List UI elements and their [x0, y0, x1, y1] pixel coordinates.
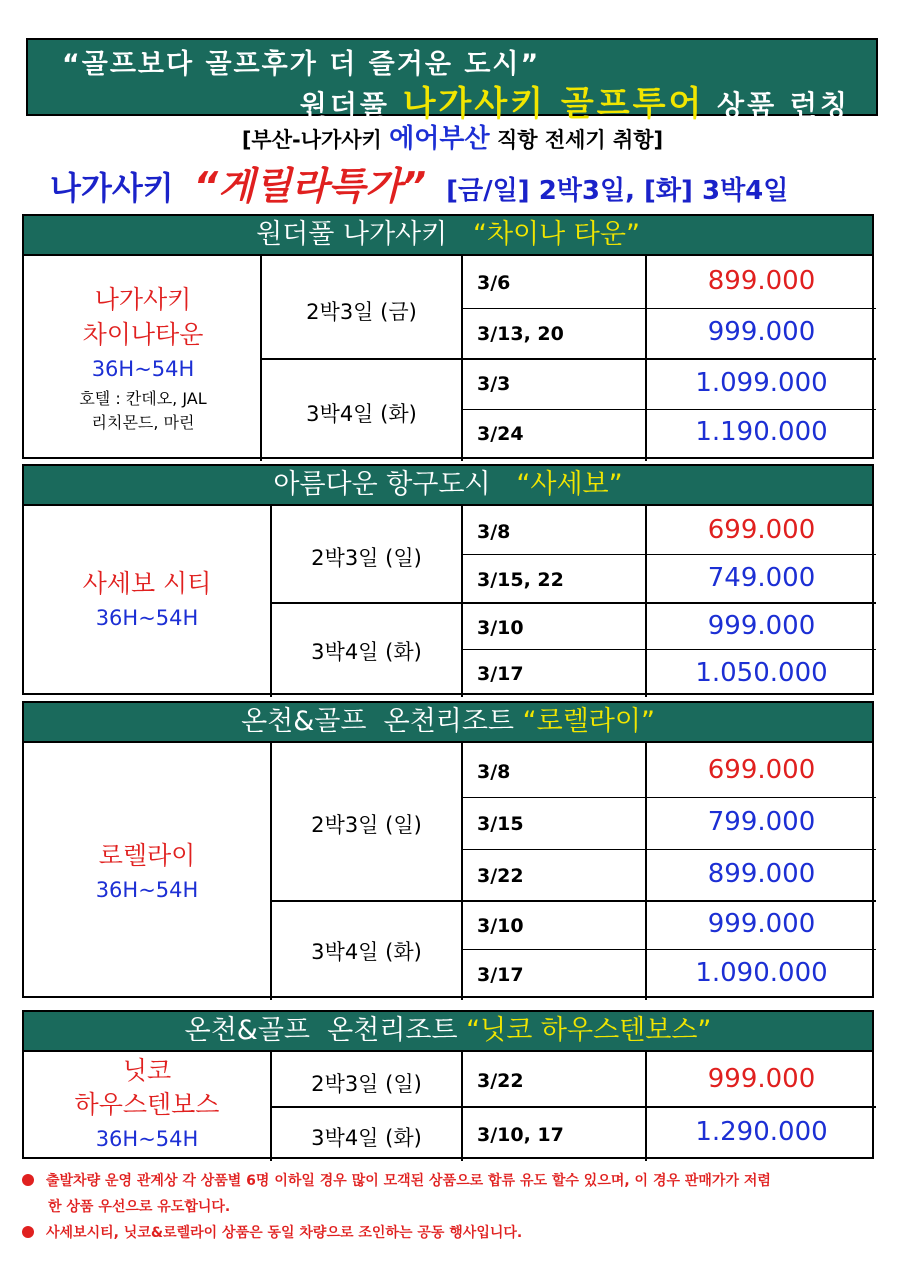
product-name: 차이나타운	[82, 320, 204, 349]
departure-date: 3/10	[477, 915, 524, 937]
product-name: 나가사키	[94, 285, 192, 314]
banner-slogan: “골프보다 골프후가 더 즐거운 도시”	[62, 49, 541, 80]
section-header	[24, 703, 872, 743]
route-line	[0, 118, 905, 155]
price: 999.000	[707, 909, 816, 939]
note-text: 출발차량 운영 관계상 각 상품별 6명 이하일 경우 많이 모객된 상품으로 합류 유도 할수 있으며, 이 경우 판매가가 저렴	[46, 1173, 771, 1189]
section-title: 원더풀 나가사키	[256, 219, 448, 250]
price: 1.090.000	[695, 958, 828, 988]
banner-suffix: 상품 런칭	[717, 89, 850, 122]
departure-date: 3/24	[477, 423, 524, 445]
banner-highlight: 나가사키 골프투어	[402, 84, 705, 124]
section-title-highlight: “차이나 타운”	[472, 219, 640, 250]
price: 749.000	[707, 563, 816, 593]
banner-prefix: 원더풀	[299, 89, 390, 122]
price: 999.000	[707, 611, 816, 641]
product-name-cell	[24, 1054, 270, 1156]
departure-date: 3/10	[477, 617, 524, 639]
hotel-info: 리치몬드, 마린	[91, 413, 195, 432]
product-name-cell	[24, 282, 262, 435]
departure-date: 3/13, 20	[477, 323, 564, 345]
headline-schedule: [금/일] 2박3일, [화] 3박4일	[446, 176, 789, 206]
product-section-sasebo	[22, 464, 874, 695]
duration-label: 3박4일 (화)	[311, 1126, 422, 1150]
hotel-info: 호텔 : 칸데오, JAL	[79, 389, 207, 408]
departure-date: 3/10, 17	[477, 1124, 564, 1146]
section-title: 아름다운 항구도시	[273, 469, 491, 500]
route-prefix: [부산-나가사키	[241, 128, 382, 152]
section-title: 온천&골프 온천리조트	[184, 1015, 458, 1046]
departure-date: 3/22	[477, 1070, 524, 1092]
duration-label: 2박3일 (일)	[311, 1072, 422, 1096]
price: 1.290.000	[695, 1117, 828, 1147]
duration-label: 2박3일 (금)	[306, 300, 417, 324]
duration-label: 3박4일 (화)	[311, 940, 422, 964]
price: 1.190.000	[695, 417, 828, 447]
note-item	[22, 1222, 522, 1242]
price: 699.000	[707, 755, 816, 785]
departure-date: 3/8	[477, 521, 511, 543]
product-name-cell	[24, 838, 270, 908]
headline-special: “게릴라특가”	[193, 164, 427, 208]
note-item	[22, 1170, 771, 1190]
departure-date: 3/22	[477, 865, 524, 887]
product-section-lorelei	[22, 701, 874, 998]
product-hours: 36H~54H	[95, 1127, 199, 1151]
section-header	[24, 1012, 872, 1052]
route-suffix: 직항 전세기 취항]	[496, 128, 664, 152]
bullet-icon	[22, 1174, 34, 1186]
price: 999.000	[707, 1064, 816, 1094]
section-title: 온천&골프 온천리조트	[241, 706, 515, 737]
price: 1.099.000	[695, 368, 828, 398]
price: 699.000	[707, 515, 816, 545]
section-title-highlight: “사세보”	[516, 469, 623, 500]
headline-city: 나가사키	[50, 169, 174, 207]
product-hours: 36H~54H	[91, 357, 195, 381]
departure-date: 3/17	[477, 964, 524, 986]
departure-date: 3/17	[477, 663, 524, 685]
price: 999.000	[707, 317, 816, 347]
product-name: 사세보 시티	[82, 569, 212, 598]
departure-date: 3/8	[477, 761, 511, 783]
product-section-chinatown	[22, 214, 874, 459]
airline-name: 에어부산	[389, 124, 490, 154]
note-continuation	[48, 1196, 230, 1216]
product-hours: 36H~54H	[95, 606, 199, 630]
note-text: 사세보시티, 닛코&로렐라이 상품은 동일 차량으로 조인하는 공동 행사입니다.	[46, 1225, 523, 1241]
product-name-cell	[24, 566, 270, 636]
departure-date: 3/3	[477, 373, 511, 395]
section-title-highlight: “로렐라이”	[522, 706, 655, 737]
duration-label: 2박3일 (일)	[311, 546, 422, 570]
product-name: 하우스텐보스	[74, 1090, 220, 1119]
duration-label: 3박4일 (화)	[311, 640, 422, 664]
product-name: 로렐라이	[98, 841, 196, 870]
product-hours: 36H~54H	[95, 878, 199, 902]
price: 1.050.000	[695, 658, 828, 688]
departure-date: 3/6	[477, 272, 511, 294]
product-section-nikko	[22, 1010, 874, 1159]
section-header	[24, 466, 872, 506]
departure-date: 3/15	[477, 813, 524, 835]
bullet-icon	[22, 1226, 34, 1238]
headline	[50, 155, 788, 210]
price: 899.000	[707, 859, 816, 889]
section-title-highlight: “닛코 하우스텐보스”	[466, 1015, 712, 1046]
product-name: 닛코	[122, 1056, 172, 1085]
departure-date: 3/15, 22	[477, 569, 564, 591]
price: 799.000	[707, 807, 816, 837]
note-text: 한 상품 우선으로 유도합니다.	[48, 1199, 231, 1215]
section-header	[24, 216, 872, 256]
duration-label: 2박3일 (일)	[311, 813, 422, 837]
price: 899.000	[707, 266, 816, 296]
duration-label: 3박4일 (화)	[306, 402, 417, 426]
title-banner	[26, 38, 878, 124]
